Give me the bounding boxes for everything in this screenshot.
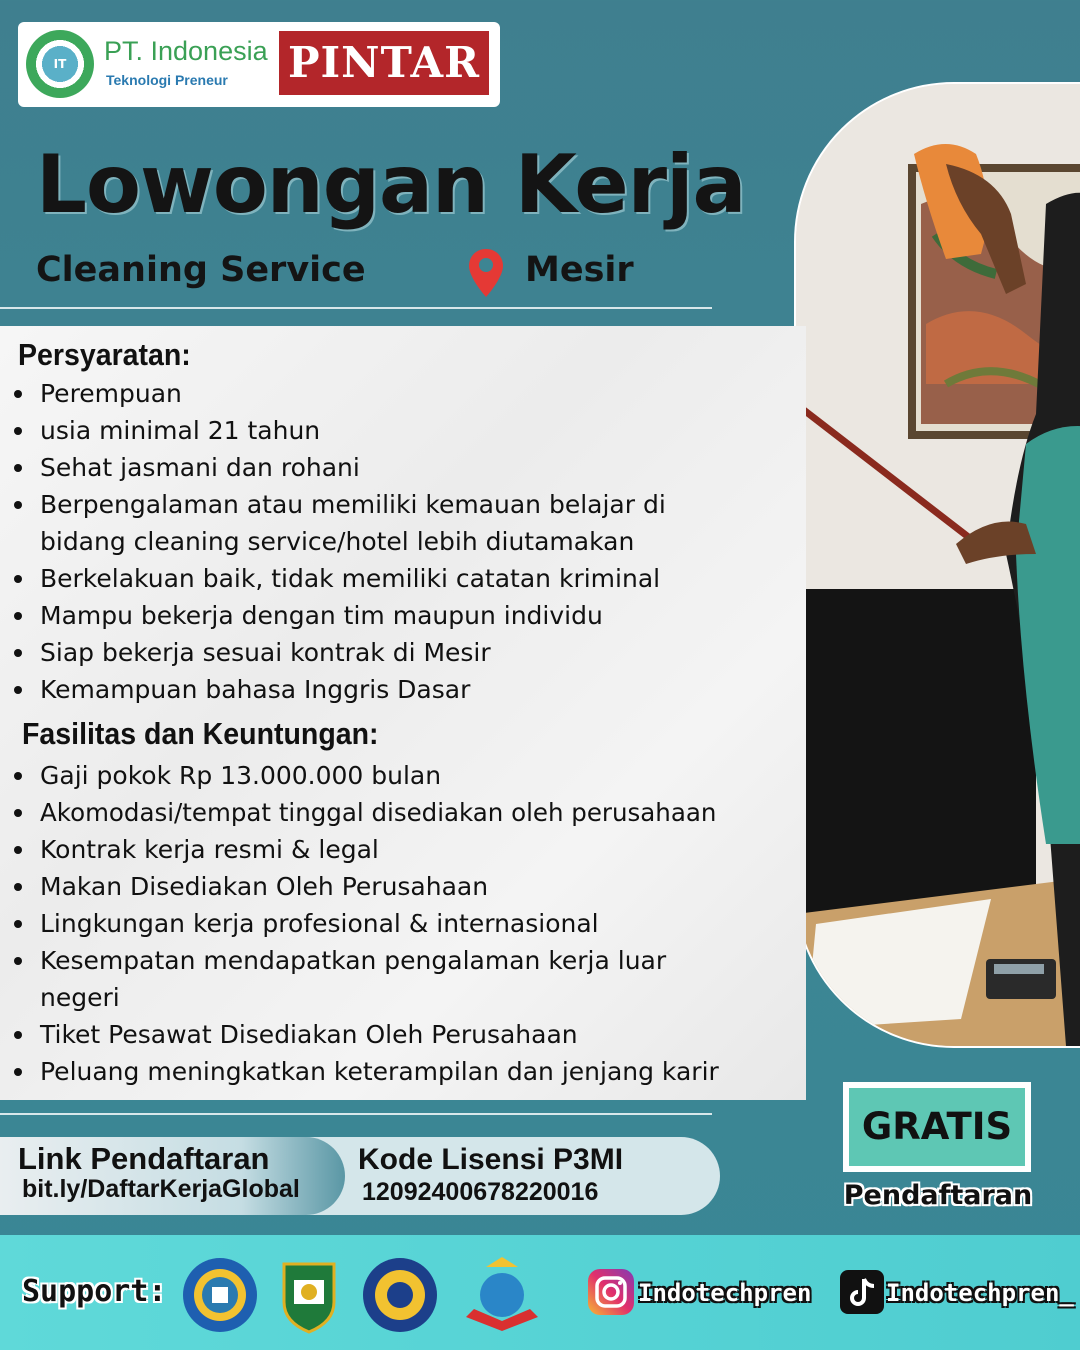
list-item: Mampu bekerja dengan tim maupun individu bbox=[0, 597, 800, 634]
registration-link[interactable]: bit.ly/DaftarKerjaGlobal bbox=[22, 1175, 300, 1203]
license-label: Kode Lisensi P3MI bbox=[358, 1143, 624, 1176]
list-item: Makan Disediakan Oleh Perusahaan bbox=[0, 868, 800, 905]
list-item: Perempuan bbox=[0, 375, 800, 412]
registration-label: Link Pendaftaran bbox=[18, 1141, 270, 1176]
divider bbox=[0, 1113, 712, 1115]
regional-emblem-icon bbox=[276, 1256, 342, 1334]
list-item: Berkelakuan baik, tidak memiliki catatan kriminal bbox=[0, 560, 800, 597]
tiktok-icon[interactable] bbox=[840, 1270, 884, 1314]
list-item: Siap bekerja sesuai kontrak di Mesir bbox=[0, 634, 800, 671]
job-position: Cleaning Service bbox=[36, 250, 366, 290]
list-item: usia minimal 21 tahun bbox=[0, 412, 800, 449]
pintar-badge: PINTAR bbox=[279, 31, 489, 95]
benefits-list bbox=[0, 757, 810, 1090]
list-item: Lingkungan kerja profesional & internasional bbox=[0, 905, 800, 942]
list-item: Akomodasi/tempat tinggal disediakan oleh perusahaan bbox=[0, 794, 810, 831]
company-name: PT. Indonesia bbox=[104, 36, 268, 66]
list-item: Gaji pokok Rp 13.000.000 bulan bbox=[0, 757, 800, 794]
list-item: Kemampuan bahasa Inggris Dasar bbox=[0, 671, 800, 708]
gratis-caption: Pendaftaran bbox=[843, 1180, 1033, 1211]
job-location: Mesir bbox=[525, 250, 634, 290]
gratis-badge: GRATIS bbox=[843, 1082, 1031, 1172]
requirements-heading: Persyaratan: bbox=[18, 337, 191, 372]
company-logo bbox=[18, 22, 500, 107]
location-pin-icon bbox=[467, 247, 505, 299]
company-tagline: Teknologi Preneur bbox=[106, 72, 228, 88]
requirements-list bbox=[0, 375, 800, 708]
list-item: Kontrak kerja resmi & legal bbox=[0, 831, 800, 868]
cleaner-illustration bbox=[796, 84, 1080, 1046]
divider bbox=[0, 307, 712, 309]
communication-forum-logo-icon bbox=[456, 1255, 548, 1333]
support-label: Support: bbox=[22, 1274, 167, 1309]
list-item: Kesempatan mendapatkan pengalaman kerja luar negeri bbox=[0, 942, 750, 1016]
tiktok-handle[interactable]: Indotechpren_ bbox=[886, 1279, 1074, 1307]
page-title: Lowongan Kerja bbox=[36, 138, 746, 231]
instagram-icon[interactable] bbox=[587, 1268, 635, 1316]
list-item: Tiket Pesawat Disediakan Oleh Perusahaan bbox=[0, 1016, 800, 1053]
cleaning-photo bbox=[794, 82, 1080, 1048]
list-item: Berpengalaman atau memiliki kemauan belajar di bidang cleaning service/hotel lebih diutamakan bbox=[0, 486, 740, 560]
list-item: Peluang meningkatkan keterampilan dan jenjang karir bbox=[0, 1053, 800, 1090]
list-item: Sehat jasmani dan rohani bbox=[0, 449, 800, 486]
benefits-heading: Fasilitas dan Keuntungan: bbox=[22, 716, 379, 751]
polytechnic-lampung-logo-icon bbox=[362, 1257, 438, 1333]
instagram-handle[interactable]: Indotechpren bbox=[638, 1279, 812, 1307]
company-logo-icon: IT bbox=[26, 30, 94, 98]
license-code: 12092400678220016 bbox=[362, 1178, 599, 1206]
university-lampung-logo-icon bbox=[182, 1257, 258, 1333]
